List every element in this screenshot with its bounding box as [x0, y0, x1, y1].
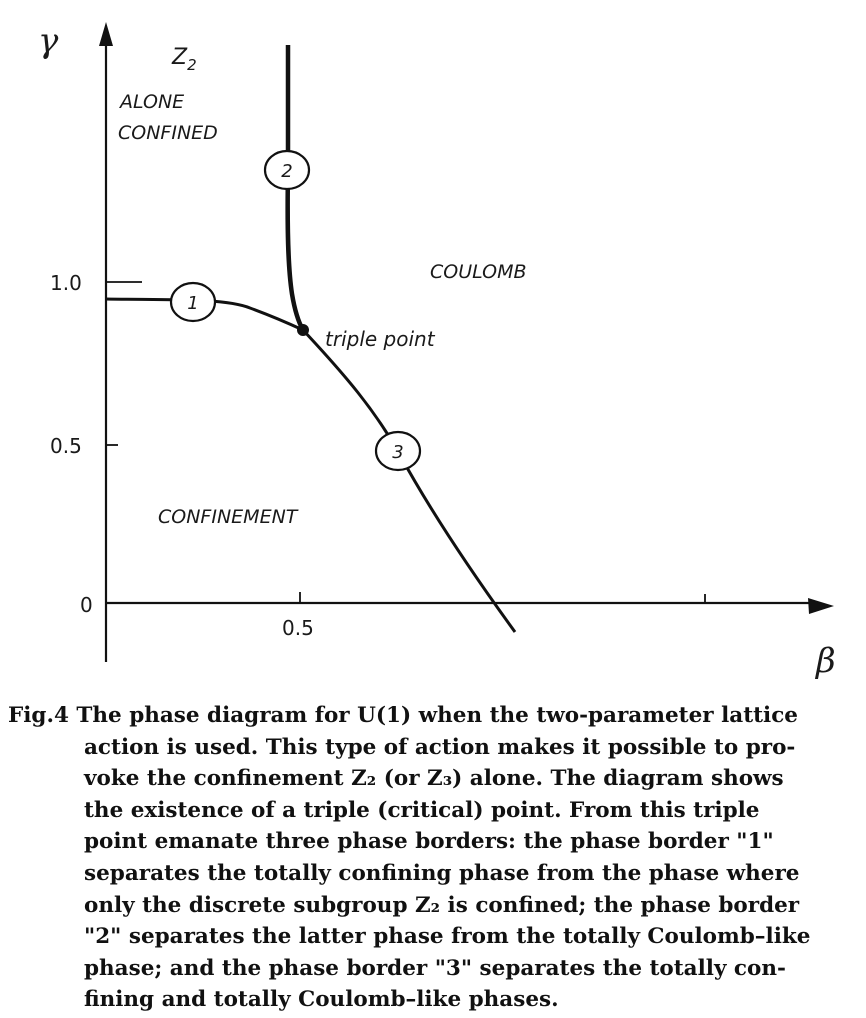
caption-line: action is used. This type of action makes it possible to pro-: [84, 734, 796, 760]
region-z2-label: $Z_2$: [172, 45, 197, 74]
caption-first-line: Fig.4 The phase diagram for U(1) when the two-parameter lattice: [8, 703, 798, 728]
y-tick-label-1: 1.0: [50, 271, 82, 295]
region-confinement-label: CONFINEMENT: [158, 506, 298, 528]
caption-line: the existence of a triple (critical) point. From this triple: [84, 797, 760, 823]
border-2-label: 2: [281, 161, 293, 182]
x-tick-label-05: 0.5: [282, 616, 314, 640]
caption-line: fining and totally Coulomb–like phases.: [84, 987, 559, 1013]
figure-caption: [8, 700, 840, 1016]
region-confined-label: CONFINED: [118, 122, 218, 144]
caption-line: only the discrete subgroup Z₂ is confined; the phase border: [84, 892, 800, 918]
phase-border-3-curve: [303, 330, 515, 632]
border-3-label: 3: [392, 442, 404, 463]
region-alone-label: ALONE: [120, 91, 185, 113]
triple-point-label: triple point: [325, 327, 435, 351]
y-axis-symbol: γ: [38, 21, 59, 61]
y-axis-arrowhead: [99, 22, 113, 46]
caption-line: phase; and the phase border "3" separates the totally con-: [84, 955, 786, 981]
x-axis-arrowhead: [808, 598, 834, 614]
caption-line: "2" separates the latter phase from the totally Coulomb–like: [84, 924, 811, 950]
border-1-label: 1: [187, 293, 199, 314]
caption-line: voke the confinement Z₂ (or Z₃) alone. The diagram shows: [84, 766, 784, 792]
x-axis-symbol: β: [816, 641, 836, 680]
caption-line: separates the totally confining phase from the phase where: [84, 860, 800, 886]
triple-point-dot: [297, 324, 309, 336]
caption-line: point emanate three phase borders: the phase border "1": [84, 829, 774, 855]
y-tick-label-0: 0: [80, 593, 93, 617]
caption-body: [8, 732, 840, 1016]
region-coulomb-label: COULOMB: [430, 261, 527, 283]
y-tick-label-05: 0.5: [50, 434, 82, 458]
